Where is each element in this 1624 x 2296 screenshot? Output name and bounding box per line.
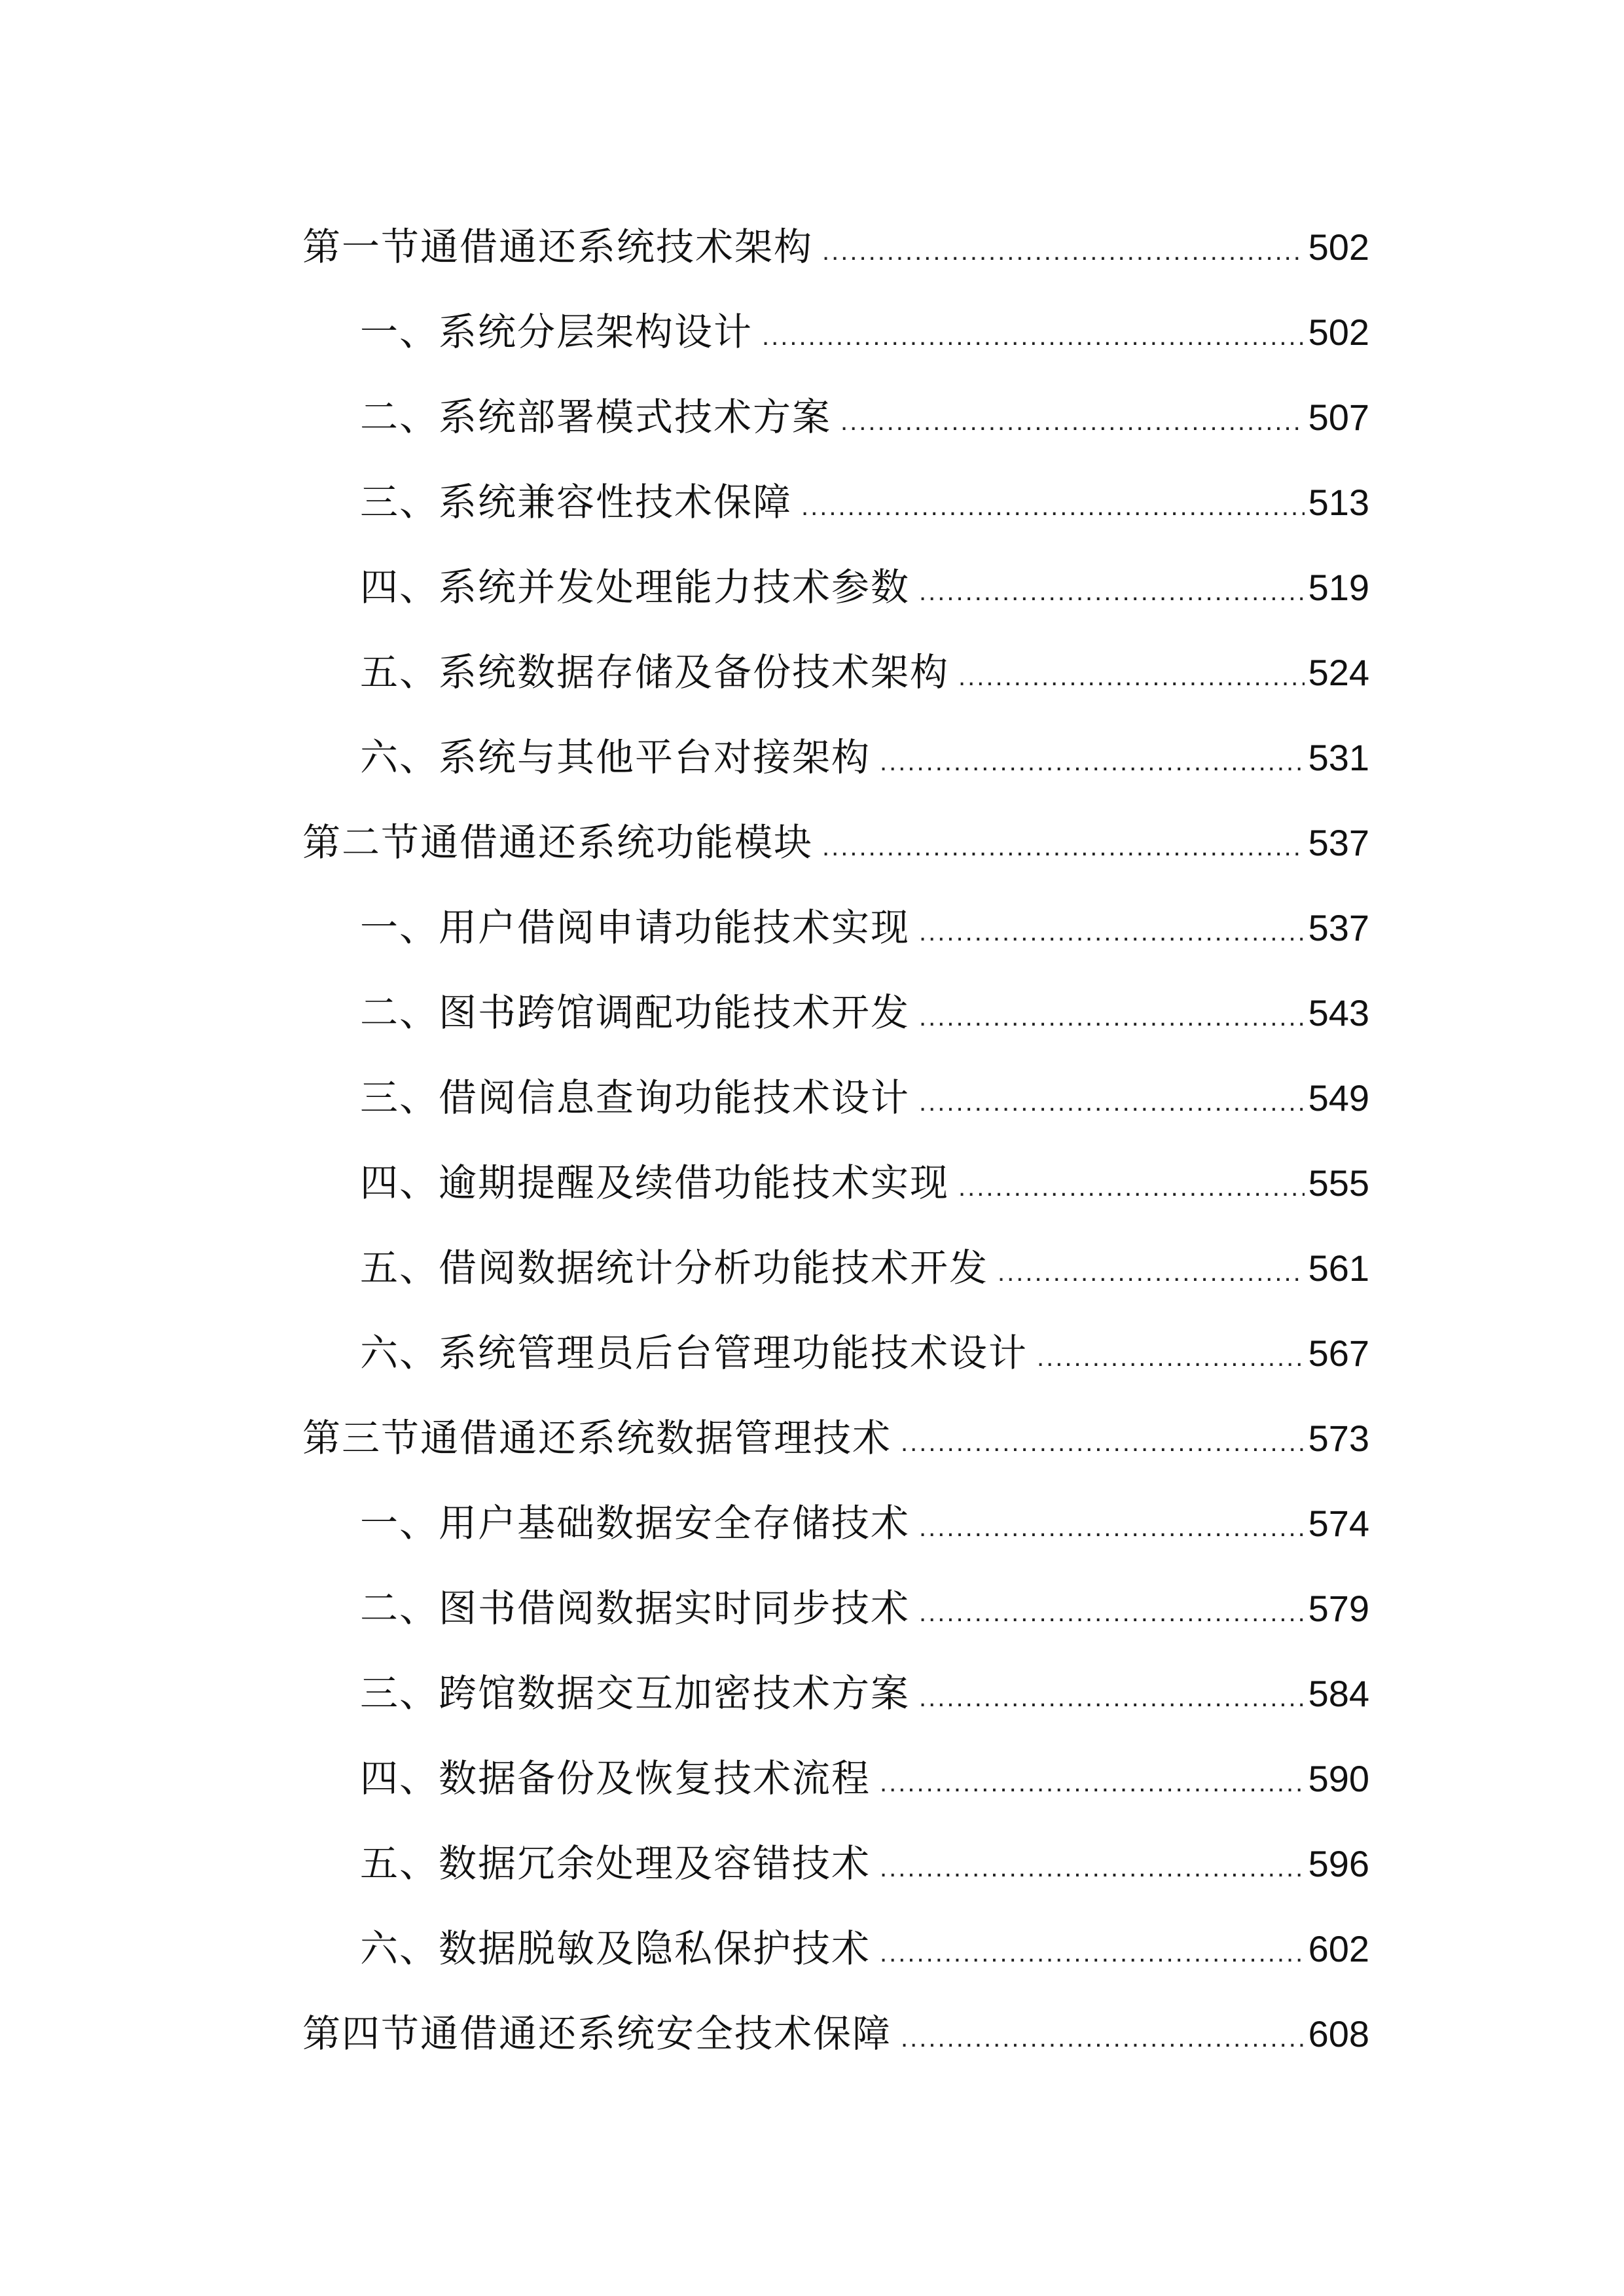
toc-leader-dots bbox=[919, 975, 1305, 1060]
toc-entry[interactable] bbox=[302, 1480, 1369, 1566]
toc-entry[interactable] bbox=[302, 374, 1369, 459]
toc-entry-title: 二、系统部署模式技术方案 bbox=[360, 395, 832, 439]
toc-leader-dots bbox=[880, 1740, 1305, 1825]
toc-entry-title: 第三节通借通还系统数据管理技术 bbox=[302, 1416, 892, 1460]
toc-entry-section-3[interactable] bbox=[302, 1395, 1369, 1480]
toc-entry-title: 四、逾期提醒及续借功能技术实现 bbox=[360, 1160, 950, 1205]
toc-entry-title: 三、借阅信息查询功能技术设计 bbox=[360, 1075, 911, 1120]
toc-entry-page: 555 bbox=[1308, 1162, 1369, 1204]
toc-leader-dots bbox=[901, 1400, 1305, 1485]
toc-entry[interactable] bbox=[302, 1055, 1369, 1140]
toc-entry-title: 三、跨馆数据交互加密技术方案 bbox=[360, 1671, 911, 1715]
toc-entry[interactable] bbox=[302, 545, 1369, 630]
toc-entry-title: 六、系统管理员后台管理功能技术设计 bbox=[360, 1331, 1028, 1375]
toc-entry-page: 549 bbox=[1308, 1077, 1369, 1119]
toc-entry-page: 590 bbox=[1308, 1758, 1369, 1799]
toc-entry-page: 502 bbox=[1308, 312, 1369, 353]
toc-entry[interactable] bbox=[302, 1736, 1369, 1821]
toc-leader-dots bbox=[919, 1570, 1305, 1655]
toc-entry-title: 一、用户基础数据安全存储技术 bbox=[360, 1501, 911, 1545]
table-of-contents bbox=[302, 204, 1369, 2076]
toc-entry-page: 543 bbox=[1308, 992, 1369, 1033]
toc-entry[interactable] bbox=[302, 1140, 1369, 1225]
toc-leader-dots bbox=[880, 719, 1305, 804]
toc-entry-section-4[interactable] bbox=[302, 1991, 1369, 2076]
toc-entry-title: 二、图书跨馆调配功能技术开发 bbox=[360, 990, 911, 1035]
toc-entry-page: 537 bbox=[1308, 907, 1369, 948]
toc-leader-dots bbox=[919, 1485, 1305, 1570]
toc-leader-dots bbox=[998, 1230, 1305, 1315]
toc-entry-page: 608 bbox=[1308, 2013, 1369, 2054]
toc-entry[interactable] bbox=[302, 1821, 1369, 1906]
toc-leader-dots bbox=[801, 464, 1305, 549]
toc-entry-page: 579 bbox=[1308, 1588, 1369, 1629]
toc-entry-page: 502 bbox=[1308, 226, 1369, 268]
toc-leader-dots bbox=[919, 549, 1305, 634]
toc-leader-dots bbox=[822, 209, 1305, 294]
toc-entry-title: 第二节通借通还系统功能模块 bbox=[302, 820, 814, 865]
toc-entry-section-2[interactable] bbox=[302, 800, 1369, 885]
toc-entry[interactable] bbox=[302, 1566, 1369, 1651]
toc-entry-page: 519 bbox=[1308, 567, 1369, 608]
toc-leader-dots bbox=[762, 294, 1305, 379]
toc-entry-page: 567 bbox=[1308, 1333, 1369, 1374]
toc-leader-dots bbox=[958, 634, 1305, 719]
toc-entry[interactable] bbox=[302, 630, 1369, 715]
toc-entry-title: 五、数据冗余处理及容错技术 bbox=[360, 1841, 871, 1886]
toc-entry-page: 524 bbox=[1308, 652, 1369, 693]
toc-leader-dots bbox=[919, 1655, 1305, 1740]
toc-leader-dots bbox=[958, 1145, 1305, 1230]
toc-entry-page: 574 bbox=[1308, 1503, 1369, 1544]
toc-entry-page: 602 bbox=[1308, 1928, 1369, 1969]
toc-entry-title: 四、数据备份及恢复技术流程 bbox=[360, 1756, 871, 1801]
toc-entry-title: 四、系统并发处理能力技术参数 bbox=[360, 565, 911, 609]
toc-entry-section-1[interactable] bbox=[302, 204, 1369, 289]
toc-entry-title: 六、数据脱敏及隐私保护技术 bbox=[360, 1926, 871, 1971]
toc-entry[interactable] bbox=[302, 1310, 1369, 1395]
toc-entry-title: 三、系统兼容性技术保障 bbox=[360, 480, 793, 524]
toc-entry[interactable] bbox=[302, 885, 1369, 970]
toc-leader-dots bbox=[901, 1996, 1305, 2081]
toc-entry[interactable] bbox=[302, 1651, 1369, 1736]
toc-entry-title: 五、系统数据存储及备份技术架构 bbox=[360, 650, 950, 694]
toc-leader-dots bbox=[880, 1825, 1305, 1910]
toc-entry-title: 第四节通借通还系统安全技术保障 bbox=[302, 2011, 892, 2056]
toc-leader-dots bbox=[822, 804, 1305, 889]
toc-entry-page: 573 bbox=[1308, 1418, 1369, 1459]
toc-leader-dots bbox=[919, 889, 1305, 975]
toc-entry[interactable] bbox=[302, 459, 1369, 545]
toc-entry-title: 一、系统分层架构设计 bbox=[360, 310, 753, 354]
toc-entry-page: 584 bbox=[1308, 1673, 1369, 1714]
toc-entry[interactable] bbox=[302, 715, 1369, 800]
toc-entry-page: 561 bbox=[1308, 1247, 1369, 1289]
toc-entry-title: 一、用户借阅申请功能技术实现 bbox=[360, 905, 911, 950]
toc-entry-page: 596 bbox=[1308, 1843, 1369, 1884]
toc-leader-dots bbox=[919, 1060, 1305, 1145]
toc-entry-page: 507 bbox=[1308, 397, 1369, 438]
toc-entry[interactable] bbox=[302, 289, 1369, 374]
toc-entry-title: 二、图书借阅数据实时同步技术 bbox=[360, 1586, 911, 1630]
toc-entry-page: 537 bbox=[1308, 822, 1369, 863]
toc-leader-dots bbox=[840, 379, 1305, 464]
toc-leader-dots bbox=[880, 1910, 1305, 1996]
toc-entry[interactable] bbox=[302, 1225, 1369, 1310]
toc-entry[interactable] bbox=[302, 970, 1369, 1055]
toc-entry-title: 五、借阅数据统计分析功能技术开发 bbox=[360, 1246, 989, 1290]
toc-entry[interactable] bbox=[302, 1906, 1369, 1991]
toc-entry-page: 531 bbox=[1308, 737, 1369, 778]
toc-entry-page: 513 bbox=[1308, 482, 1369, 523]
toc-leader-dots bbox=[1037, 1315, 1305, 1400]
toc-entry-title: 第一节通借通还系统技术架构 bbox=[302, 224, 814, 269]
toc-entry-title: 六、系统与其他平台对接架构 bbox=[360, 735, 871, 780]
